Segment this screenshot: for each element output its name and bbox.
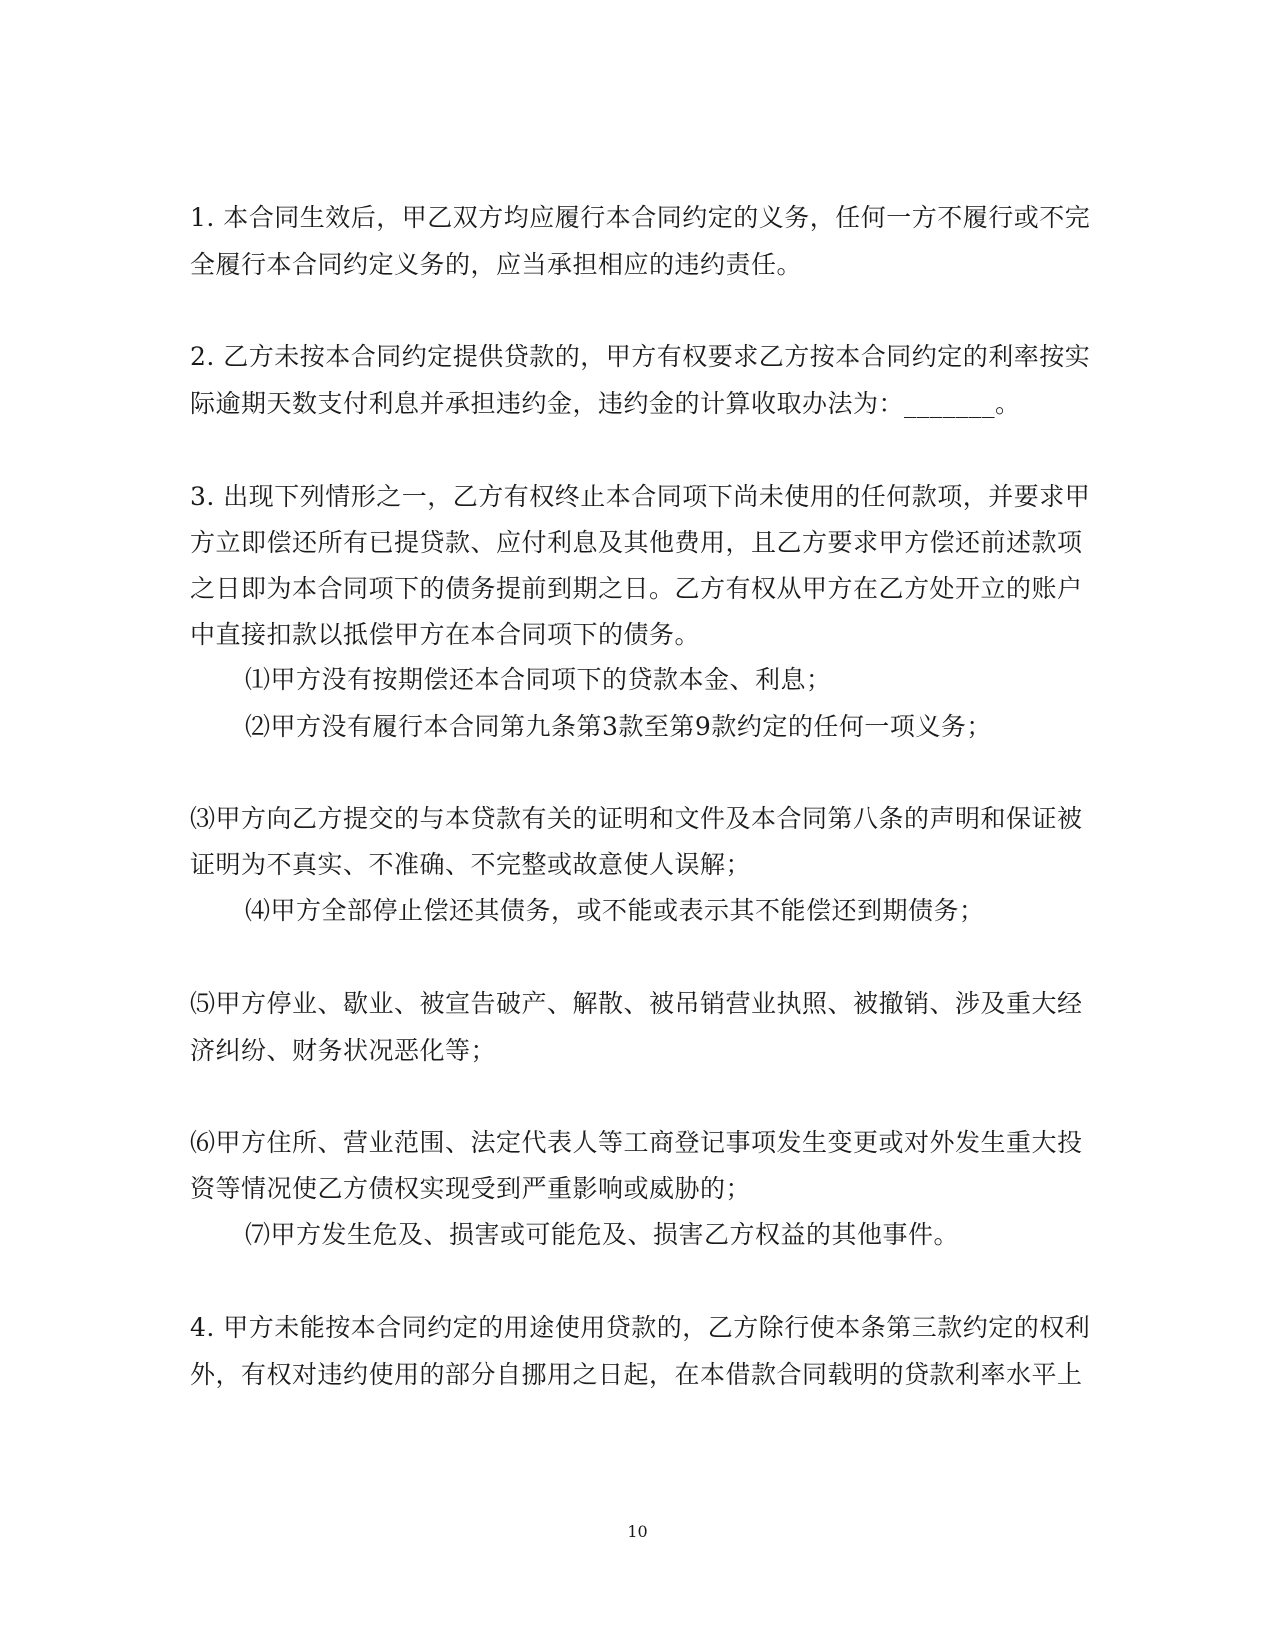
- paragraph-3-line-4: 中直接扣款以抵偿甲方在本合同项下的债务。: [190, 620, 701, 649]
- page-number: 10: [627, 1522, 648, 1541]
- list-item-3-line-1: ⑶甲方向乙方提交的与本贷款有关的证明和文件及本合同第八条的声明和保证被: [190, 804, 1083, 833]
- paragraph-3-line-2: 方立即偿还所有已提贷款、应付利息及其他费用，且乙方要求甲方偿还前述款项: [190, 528, 1083, 557]
- list-item-2: ⑵甲方没有履行本合同第九条第3款至第9款约定的任何一项义务；: [245, 712, 992, 741]
- list-item-4: ⑷甲方全部停止偿还其债务，或不能或表示其不能偿还到期债务；: [245, 896, 985, 925]
- list-item-3-line-2: 证明为不真实、不准确、不完整或故意使人误解；: [190, 850, 752, 879]
- paragraph-4-line-2: 外，有权对违约使用的部分自挪用之日起，在本借款合同载明的贷款利率水平上: [190, 1360, 1083, 1389]
- list-item-1: ⑴甲方没有按期偿还本合同项下的贷款本金、利息；: [245, 665, 832, 694]
- list-item-5-line-2: 济纠纷、财务状况恶化等；: [190, 1036, 497, 1065]
- paragraph-1-line-1: 1. 本合同生效后，甲乙双方均应履行本合同约定的义务，任何一方不履行或不完: [190, 203, 1091, 232]
- paragraph-1-line-2: 全履行本合同约定义务的，应当承担相应的违约责任。: [190, 250, 803, 279]
- paragraph-4-line-1: 4. 甲方未能按本合同约定的用途使用贷款的，乙方除行使本条第三款约定的权利: [190, 1313, 1091, 1342]
- list-item-6-line-1: ⑹甲方住所、营业范围、法定代表人等工商登记事项发生变更或对外发生重大投: [190, 1128, 1083, 1157]
- list-item-6-line-2: 资等情况使乙方债权实现受到严重影响或威胁的；: [190, 1174, 752, 1203]
- list-item-7: ⑺甲方发生危及、损害或可能危及、损害乙方权益的其他事件。: [245, 1220, 960, 1249]
- list-item-5-line-1: ⑸甲方停业、歇业、被宣告破产、解散、被吊销营业执照、被撤销、涉及重大经: [190, 989, 1083, 1018]
- paragraph-2-line-1: 2. 乙方未按本合同约定提供贷款的，甲方有权要求乙方按本合同约定的利率按实: [190, 342, 1091, 371]
- paragraph-3-line-3: 之日即为本合同项下的债务提前到期之日。乙方有权从甲方在乙方处开立的账户: [190, 574, 1083, 603]
- paragraph-3-line-1: 3. 出现下列情形之一，乙方有权终止本合同项下尚未使用的任何款项，并要求甲: [190, 482, 1091, 511]
- paragraph-2-line-2: 际逾期天数支付利息并承担违约金，违约金的计算收取办法为：_______。: [190, 389, 1021, 418]
